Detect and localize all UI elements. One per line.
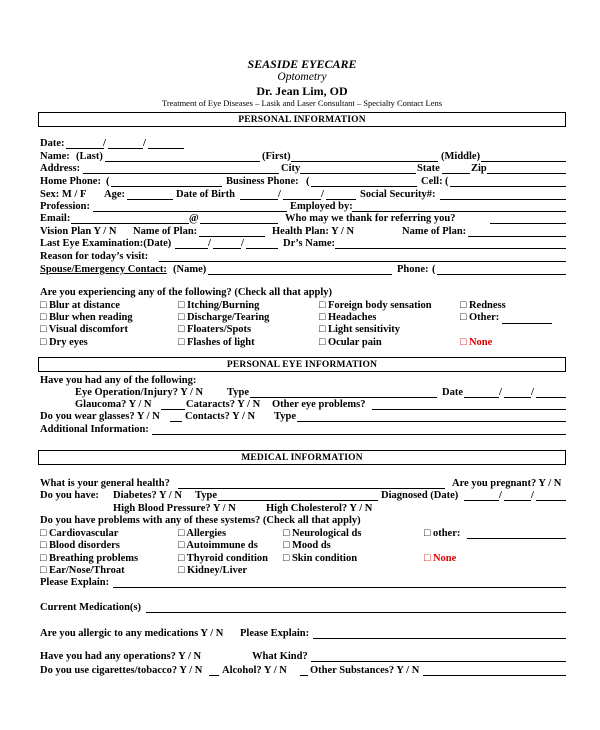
- dob-month-field[interactable]: [240, 199, 278, 200]
- last-exam-day-field[interactable]: [213, 248, 241, 249]
- explain-label: Please Explain:: [40, 577, 110, 588]
- system-label: Cardiovascular: [48, 528, 119, 539]
- system-item[interactable]: [178, 541, 258, 552]
- checkbox-icon[interactable]: □: [319, 312, 328, 323]
- checkbox-icon[interactable]: □: [319, 337, 328, 348]
- city-field[interactable]: [300, 173, 416, 174]
- symptom-label: Headaches: [327, 312, 377, 323]
- checkbox-icon[interactable]: □: [40, 553, 49, 564]
- symptom-item[interactable]: [178, 338, 255, 349]
- name-label: Name:: [40, 151, 70, 162]
- symptom-label: Light sensitivity: [327, 324, 401, 335]
- date-day-field[interactable]: [108, 148, 143, 149]
- diabetes-month-field[interactable]: [464, 500, 499, 501]
- additional-info-label: Additional Information:: [40, 424, 149, 435]
- profession-field[interactable]: [93, 211, 287, 212]
- system-label: Ear/Nose/Throat: [48, 565, 125, 576]
- general-health-field[interactable]: [178, 488, 445, 489]
- checkbox-icon[interactable]: □: [460, 337, 469, 348]
- symptom-item[interactable]: [40, 325, 128, 336]
- system-item[interactable]: [40, 541, 120, 552]
- tagline: Treatment of Eye Diseases – Lasik and Laser Consultant – Specialty Contact Lens: [161, 98, 443, 108]
- last-exam-label: Last Eye Examination:(Date): [40, 238, 172, 249]
- system-label: Breathing problems: [48, 553, 139, 564]
- reason-label: Reason for today’s visit:: [40, 251, 149, 262]
- state-field[interactable]: [442, 173, 470, 174]
- system-item[interactable]: [178, 554, 268, 565]
- first-name-field[interactable]: [291, 161, 438, 162]
- symptom-item[interactable]: [40, 338, 88, 349]
- checkbox-icon[interactable]: □: [319, 324, 328, 335]
- system-label: Kidney/Liver: [186, 565, 248, 576]
- system-item[interactable]: [178, 566, 247, 577]
- checkbox-icon[interactable]: □: [424, 528, 433, 539]
- checkbox-icon[interactable]: □: [40, 337, 49, 348]
- system-label: Allergies: [186, 528, 227, 539]
- email-label: Email:: [40, 213, 71, 224]
- system-label: Mood ds: [291, 540, 331, 551]
- allergic-label: Are you allergic to any medications Y / N: [40, 628, 224, 639]
- address-field[interactable]: [83, 173, 279, 174]
- personal-info-header: PERSONAL INFORMATION: [38, 112, 566, 127]
- reason-field[interactable]: [159, 261, 566, 262]
- eye-info-header: PERSONAL EYE INFORMATION: [38, 357, 566, 372]
- checkbox-icon[interactable]: □: [40, 565, 49, 576]
- symptom-item[interactable]: [40, 301, 120, 312]
- medications-label: Current Medication(s): [40, 602, 141, 613]
- explain-field[interactable]: [113, 587, 566, 588]
- checkbox-icon[interactable]: □: [283, 528, 292, 539]
- symptom-item[interactable]: [178, 301, 259, 312]
- eye-op-day-field[interactable]: [504, 397, 531, 398]
- symptom-item[interactable]: [460, 338, 492, 349]
- checkbox-icon[interactable]: □: [178, 540, 187, 551]
- system-label: None: [432, 553, 457, 564]
- system-label: Autoimmune ds: [186, 540, 258, 551]
- employer-field[interactable]: [352, 211, 566, 212]
- symptoms-question: Are you experiencing any of the following? (Check all that apply): [40, 287, 333, 298]
- system-label: Neurological ds: [291, 528, 362, 539]
- glasses-label: Do you wear glasses? Y / N: [40, 411, 160, 422]
- eye-operation-type-field[interactable]: [250, 397, 437, 398]
- symptom-label: Flashes of light: [186, 337, 255, 348]
- symptom-label: Floaters/Spots: [186, 324, 252, 335]
- age-field[interactable]: [127, 199, 173, 200]
- dob-day-field[interactable]: [283, 199, 321, 200]
- date-year-field[interactable]: [148, 148, 184, 149]
- symptom-label: Ocular pain: [327, 337, 382, 348]
- address-label: Address:: [40, 163, 81, 174]
- referral-field[interactable]: [490, 223, 566, 224]
- eye-op-year-field[interactable]: [536, 397, 566, 398]
- system-item[interactable]: [40, 529, 118, 540]
- middle-name-field[interactable]: [481, 161, 566, 162]
- symptom-other-field[interactable]: [502, 323, 552, 324]
- system-item[interactable]: [178, 529, 226, 540]
- email-user-field[interactable]: [71, 223, 189, 224]
- checkbox-icon[interactable]: □: [178, 337, 187, 348]
- emergency-label: Spouse/Emergency Contact:: [40, 264, 167, 275]
- specialty: Optometry: [277, 71, 327, 83]
- system-item[interactable]: [40, 554, 138, 565]
- symptom-item[interactable]: [460, 313, 499, 324]
- checkbox-icon[interactable]: □: [178, 312, 187, 323]
- checkbox-icon[interactable]: □: [178, 300, 187, 311]
- do-you-have-label: Do you have:: [40, 490, 99, 501]
- dob-year-field[interactable]: [326, 199, 356, 200]
- had-any-label: Have you had any of the following:: [40, 375, 197, 386]
- operations-kind-field[interactable]: [311, 661, 566, 662]
- blood-pressure-label: High Blood Pressure? Y / N: [113, 503, 236, 514]
- cigarettes-label: Do you use cigarettes/tobacco? Y / N: [40, 665, 203, 676]
- clinic-name: SEASIDE EYECARE: [247, 57, 357, 71]
- doctor-name: Dr. Jean Lim, OD: [256, 84, 348, 98]
- checkbox-icon[interactable]: □: [283, 540, 292, 551]
- medical-info-header: MEDICAL INFORMATION: [38, 450, 566, 465]
- vision-plan-label: Vision Plan Y / N: [40, 226, 117, 237]
- system-item[interactable]: [283, 554, 357, 565]
- glaucoma-label: Glaucoma? Y / N: [75, 399, 152, 410]
- date-month-field[interactable]: [66, 148, 104, 149]
- system-label: Blood disorders: [48, 540, 120, 551]
- general-health-label: What is your general health?: [40, 478, 170, 489]
- zip-field[interactable]: [487, 173, 566, 174]
- symptom-item[interactable]: [178, 325, 251, 336]
- symptom-label: Itching/Burning: [186, 300, 260, 311]
- vision-plan-name-field[interactable]: [199, 236, 265, 237]
- symptom-label: Dry eyes: [48, 337, 88, 348]
- symptom-label: Blur at distance: [48, 300, 120, 311]
- symptom-label: Other:: [468, 312, 500, 323]
- operations-label: Have you had any operations? Y / N: [40, 651, 202, 662]
- symptom-label: Redness: [468, 300, 506, 311]
- symptom-item[interactable]: [319, 338, 382, 349]
- symptom-label: None: [468, 337, 493, 348]
- checkbox-icon[interactable]: □: [40, 300, 49, 311]
- other-eye-problems-field[interactable]: [372, 409, 566, 410]
- glaucoma-field[interactable]: [161, 409, 185, 410]
- health-plan-name-field[interactable]: [468, 236, 566, 237]
- symptom-label: Discharge/Tearing: [186, 312, 270, 323]
- checkbox-icon[interactable]: □: [40, 324, 49, 335]
- sex-label: Sex: M / F: [40, 189, 87, 200]
- diabetes-type-field[interactable]: [218, 500, 378, 501]
- checkbox-icon[interactable]: □: [283, 553, 292, 564]
- checkbox-icon[interactable]: □: [178, 528, 187, 539]
- symptom-item[interactable]: [178, 313, 269, 324]
- checkbox-icon[interactable]: □: [40, 540, 49, 551]
- allergic-explain-field[interactable]: [313, 638, 566, 639]
- system-item[interactable]: [424, 554, 456, 565]
- last-exam-month-field[interactable]: [175, 248, 208, 249]
- symptom-item[interactable]: [319, 325, 400, 336]
- ssn-field[interactable]: [440, 199, 566, 200]
- symptom-item[interactable]: [40, 313, 133, 324]
- checkbox-icon[interactable]: □: [424, 553, 433, 564]
- checkbox-icon[interactable]: □: [460, 312, 469, 323]
- symptom-item[interactable]: [319, 301, 432, 312]
- checkbox-icon[interactable]: □: [178, 553, 187, 564]
- business-phone-field[interactable]: [311, 186, 417, 187]
- symptom-item[interactable]: [319, 313, 376, 324]
- profession-label: Profession:: [40, 201, 90, 212]
- systems-other-field[interactable]: [467, 538, 566, 539]
- checkbox-icon[interactable]: □: [319, 300, 328, 311]
- system-item[interactable]: [424, 529, 460, 540]
- system-label: Thyroid condition: [186, 553, 268, 564]
- home-phone-label: Home Phone:: [40, 176, 101, 187]
- emergency-name-field[interactable]: [208, 274, 392, 275]
- last-exam-year-field[interactable]: [246, 248, 278, 249]
- drs-name-field[interactable]: [335, 248, 566, 249]
- glasses-field[interactable]: [170, 421, 182, 422]
- alcohol-field[interactable]: [300, 675, 308, 676]
- cigarettes-field[interactable]: [209, 675, 219, 676]
- date-label: Date:: [40, 138, 65, 149]
- system-label: Skin condition: [291, 553, 358, 564]
- additional-info-field[interactable]: [152, 434, 566, 435]
- checkbox-icon[interactable]: □: [178, 324, 187, 335]
- symptom-item[interactable]: [460, 301, 506, 312]
- diabetes-year-field[interactable]: [536, 500, 566, 501]
- contacts-type-field[interactable]: [297, 421, 566, 422]
- checkbox-icon[interactable]: □: [40, 312, 49, 323]
- system-item[interactable]: [283, 529, 362, 540]
- symptom-label: Blur when reading: [48, 312, 133, 323]
- cell-phone-field[interactable]: [450, 186, 566, 187]
- system-item[interactable]: [40, 566, 125, 577]
- checkbox-icon[interactable]: □: [178, 565, 187, 576]
- email-domain-field[interactable]: [200, 223, 278, 224]
- eye-operation-label: Eye Operation/Injury? Y / N: [75, 387, 204, 398]
- emergency-phone-field[interactable]: [437, 274, 566, 275]
- systems-question: Do you have problems with any of these systems? (Check all that apply): [40, 515, 361, 526]
- symptom-label: Foreign body sensation: [327, 300, 432, 311]
- diabetes-day-field[interactable]: [504, 500, 531, 501]
- last-name-field[interactable]: [105, 161, 260, 162]
- system-item[interactable]: [283, 541, 331, 552]
- checkbox-icon[interactable]: □: [460, 300, 469, 311]
- system-label: other:: [432, 528, 461, 539]
- eye-op-month-field[interactable]: [464, 397, 499, 398]
- substances-field[interactable]: [423, 675, 566, 676]
- medications-field[interactable]: [146, 612, 566, 613]
- symptom-label: Visual discomfort: [48, 324, 129, 335]
- home-phone-field[interactable]: [111, 186, 222, 187]
- checkbox-icon[interactable]: □: [40, 528, 49, 539]
